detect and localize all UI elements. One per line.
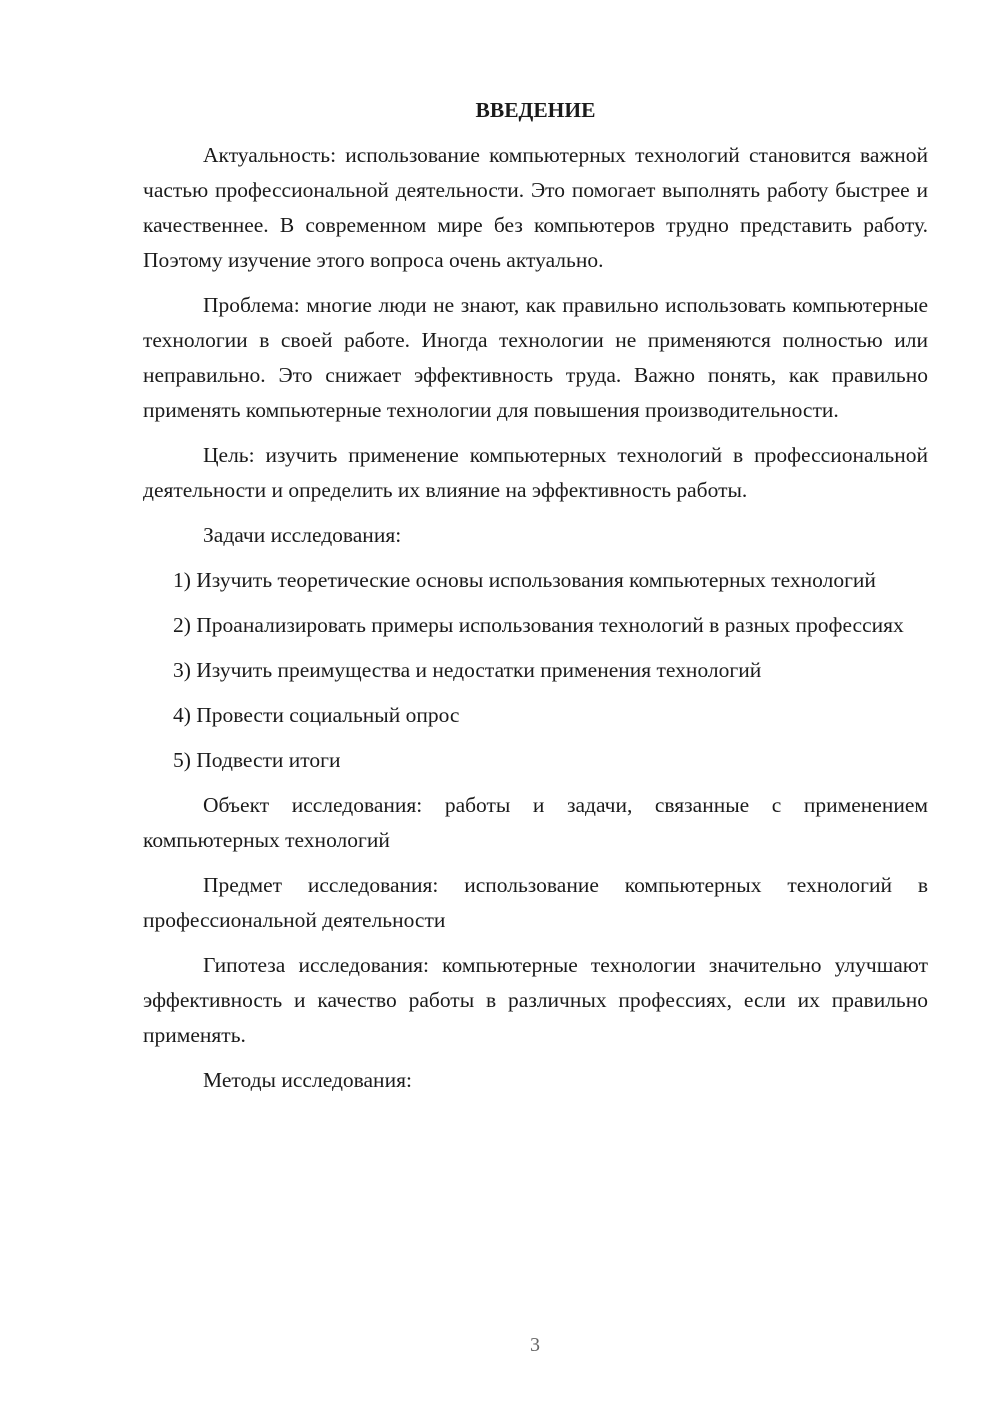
list-item: 5) Подвести итоги: [173, 748, 341, 772]
subject-paragraph: Предмет исследования: использование компьютерных технологий в профессиональной деятельности: [143, 873, 928, 932]
page-title: ВВЕДЕНИЕ: [475, 98, 596, 122]
object-paragraph: Объект исследования: работы и задачи, связанные с применением компьютерных технологий: [143, 793, 928, 852]
methods-heading: Методы исследования:: [203, 1068, 412, 1092]
list-item: 2) Проанализировать примеры использования технологий в разных профессиях: [173, 613, 904, 637]
list-item: 3) Изучить преимущества и недостатки применения технологий: [173, 658, 762, 682]
tasks-heading: Задачи исследования:: [203, 523, 402, 547]
goal-paragraph: Цель: изучить применение компьютерных технологий в профессиональной деятельности и определить их влияние на эффективность работы.: [143, 443, 928, 502]
list-item: 4) Провести социальный опрос: [173, 703, 460, 727]
relevance-paragraph: Актуальность: использование компьютерных технологий становится важной частью профессиональной деятельности. Это помогает выполнять работу быстрее и качественнее. В современном мире без компьютеров трудно представить работу. Поэтому изучение этого вопроса очень актуально.: [143, 143, 928, 272]
problem-paragraph: Проблема: многие люди не знают, как правильно использовать компьютерные технологии в своей работе. Иногда технологии не применяются полностью или неправильно. Это снижает эффективность труда. Важно понять, как правильно применять компьютерные технологии для повышения производительности.: [143, 293, 928, 422]
hypothesis-paragraph: Гипотеза исследования: компьютерные технологии значительно улучшают эффективность и качество работы в различных профессиях, если их правильно применять.: [143, 953, 928, 1047]
list-item: 1) Изучить теоретические основы использования компьютерных технологий: [173, 568, 876, 592]
page-number: 3: [530, 1334, 540, 1356]
document-page: [143, 96, 928, 1108]
